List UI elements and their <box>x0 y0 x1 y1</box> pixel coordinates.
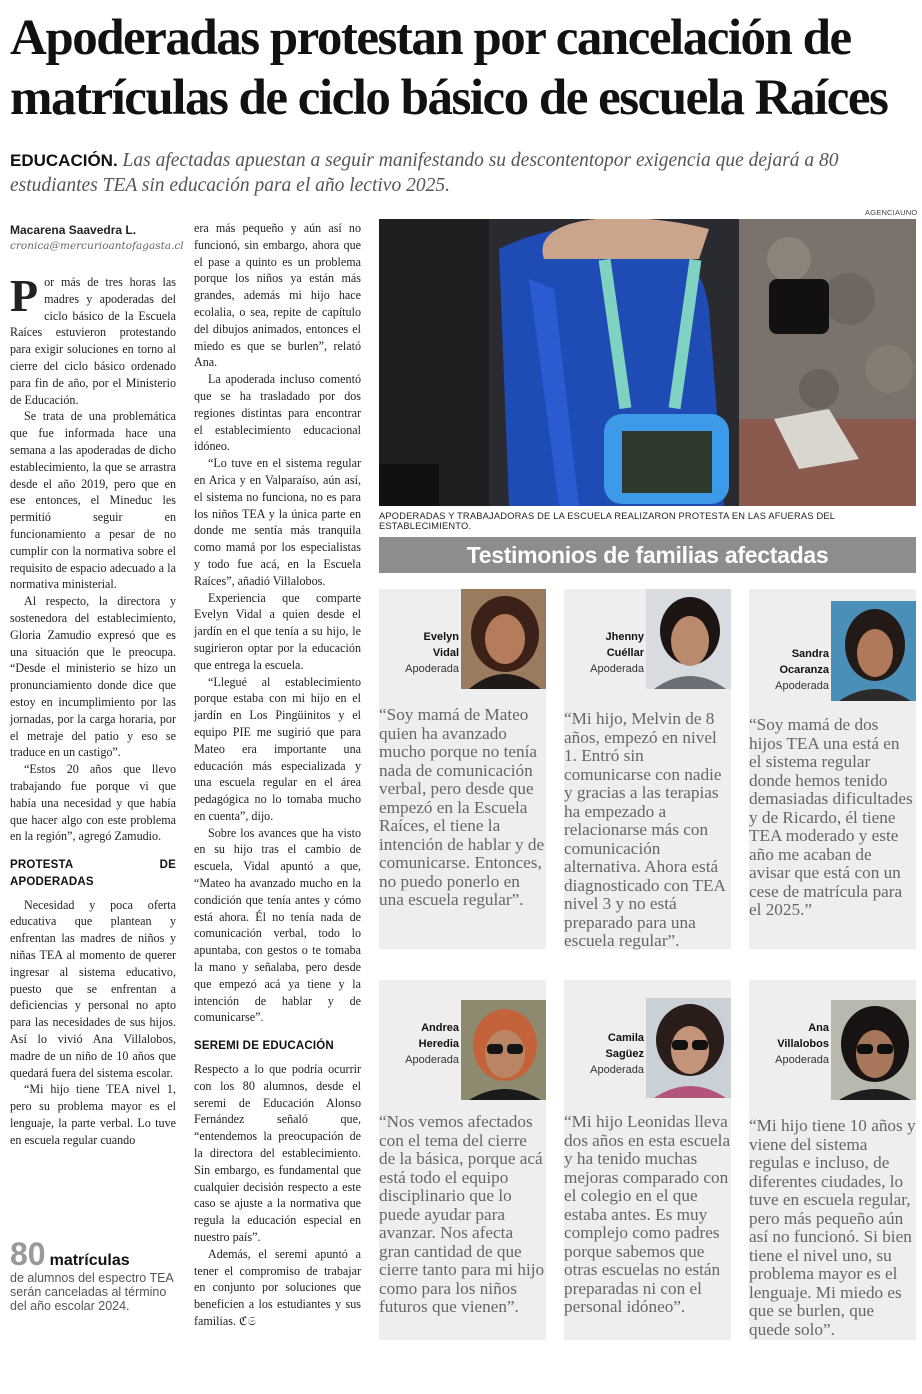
stat-description: de alumnos del espectro TEA serán canceladas al término del año escolar 2024. <box>10 1271 174 1313</box>
drop-cap: P <box>10 270 39 321</box>
testimonial-person <box>383 629 459 677</box>
testimonial-quote: “Nos vemos afectados con el tema del cierre de la básica, porque acá está todo el equipo disciplinario que lo puede ayudar para avanzar. Nos afecta gran cantidad de que cierre tanto para mi hijo como para los niños futuros que vienen”. <box>379 1112 545 1316</box>
article-column-2 <box>194 220 361 1330</box>
testimonial-quote: “Soy mamá de dos hijos TEA una está en el sistema regular donde hemos tenido demasiadas dificultades y de Ricardo, él tiene TEA moderado y este año me acaban de avisar que está con un cese de matrícula para el 2025.” <box>749 715 913 919</box>
testimonial-name: Jhenny <box>605 631 644 643</box>
body-paragraph: Sobre los avances que ha visto en su hijo tras el cambio de escuela, Vidal apuntó a que, “Mateo ha avanzado mucho en la condición que tenía antes y cómo está ahora. Él no tenía nada de comunicación verbal, todo lo apuntaba, con gestos o te tomaba la mano y señalaba, pero desde que empezó acá ya tiene y la intención de hablar y de comunicarse”. <box>194 825 361 1025</box>
testimonial-card <box>564 589 731 949</box>
body-paragraph: “Mi hijo tiene TEA nivel 1, pero su problema mayor es el lenguaje, la parte verbal. Lo tuve en escuela regular cuando <box>10 1082 176 1147</box>
portrait-photo <box>831 601 916 701</box>
stat-label: matrículas <box>49 1252 130 1269</box>
protest-photo <box>379 219 916 506</box>
testimonial-name: Camila <box>607 1032 644 1044</box>
photo-credit: AGENCIAUNO <box>865 208 918 217</box>
body-paragraph: “Estos 20 años que llevo trabajando fue porque vi que había una necesidad y que había que hacer algo con este problema en la región”, agregó Zamudio. <box>10 762 176 844</box>
body-paragraph: “Llegué al establecimiento porque estaba con mi hijo en el jardín en Los Pingüinitos y el equipo PIE me sugirió que para Mateo era importante una educación más especializada y una escuela regular en el área pedagógica no lo tomaba mucho en cuenta”, dijo. <box>194 674 361 823</box>
testimonial-name: Sandra <box>791 648 829 660</box>
body-paragraph: Necesidad y poca oferta educativa que plantean y enfrentan las madres de niños y niñas TEA al momento de querer ingresar al sistema educativo, puesto que se enfrentan a deficiencias y personal no apto para las necesidades de sus hijos. Así lo vivió Ana Villalobos, madre de un niño de 10 años que quedará fuera del sistema escolar. <box>10 897 176 1080</box>
testimonials-title: Testimonios de familias afectadas <box>379 537 916 573</box>
testimonial-name: Andrea <box>421 1022 459 1034</box>
deck <box>10 148 915 198</box>
body-paragraph: Al respecto, la directora y sostenedora del establecimiento, Gloria Zamudio expresó que es una situación que le preocupa. “Desde el ministerio se hizo un pronunciamiento donde dice que estoy en incumplimiento por las jornadas, por la carga horaria, por el metraje del patio y eso se traduce en un castigo”. <box>10 594 176 760</box>
testimonial-name: Evelyn <box>423 631 459 643</box>
testimonial-card <box>564 980 731 1340</box>
body-paragraph: era más pequeño y aún así no funcionó, sin embargo, ahora que el pase a quinto es un problema porque los niños ya están más grandes, además mi hijo hace ecolalia, o sea, repite de capítulo del dibujos animados, entonces el miedo es que se burlen”, relató Ana. <box>194 221 361 370</box>
testimonial-name: Sagüez <box>605 1048 644 1060</box>
subheading-protesta: PROTESTA DE APODERADAS <box>10 859 176 888</box>
testimonial-name: Villalobos <box>777 1038 829 1050</box>
headline: Apoderadas protestan por cancelación de matrículas de ciclo básico de escuela Raíces <box>10 10 888 126</box>
lead-paragraph: Por más de tres horas las madres y apoderadas del ciclo básico de la Escuela Raíces estuvieron protestando para exigir soluciones en torno al cierre del ciclo básico ordenado para fin de año, por el Ministerio de Educación. <box>10 270 176 407</box>
stat-number: 80 <box>10 1236 46 1272</box>
subheading-seremi: SEREMI DE EDUCACIÓN <box>194 1040 334 1053</box>
testimonial-name: Vidal <box>432 647 459 659</box>
testimonial-quote: “Mi hijo, Melvin de 8 años, empezó en nivel 1. Entró sin comunicarse con nadie y gracias a las terapias ha empezado a relacionarse más con comunicación alternativa. Ahora está diagnosticado con TEA nivel 3 y no está preparado para una escuela regular”. <box>564 709 726 950</box>
testimonial-role: Apoderada <box>590 1064 644 1076</box>
testimonial-card <box>379 980 546 1340</box>
portrait-photo <box>646 589 731 689</box>
testimonial-quote: “Soy mamá de Mateo quien ha avanzado mucho porque no tenía nada de comunicación verbal, pero desde que empezó en la Escuela Raíces, el tiene la intención de hablar y de comunicarse. Entonces, no puedo ponerlo en una escuela regular”. <box>379 705 545 909</box>
testimonial-role: Apoderada <box>590 663 644 675</box>
testimonial-role: Apoderada <box>775 680 829 692</box>
section-label: EDUCACIÓN. <box>10 151 118 170</box>
testimonial-role: Apoderada <box>775 1054 829 1066</box>
testimonial-card <box>379 589 546 949</box>
body-paragraph: Experiencia que comparte Evelyn Vidal a quien desde el jardín en el que tenía a su hijo, le sugirieron optar por la educación que entrega la escuela. <box>194 590 361 672</box>
testimonial-name: Heredia <box>418 1038 459 1050</box>
testimonial-card <box>749 589 916 949</box>
end-mark: ℭ𝔖 <box>239 1314 257 1328</box>
author-byline: Macarena Saavedra L. <box>10 223 137 237</box>
testimonial-quote: “Mi hijo tiene 10 años y viene del sistema regulas e incluso, de diferentes ciudades, lo tuve en escuela regular, pero más pequeño aún así no funcionó. Si bien tiene el nivel uno, su problema mayor es el lenguaje. Mi miedo es que se burlen, que quede solo”. <box>749 1116 916 1339</box>
testimonial-person <box>383 1020 459 1068</box>
testimonial-card <box>749 980 916 1340</box>
author-email[interactable]: cronica@mercurioantofagasta.cl <box>10 240 184 252</box>
portrait-photo <box>831 1000 916 1100</box>
portrait-photo <box>646 998 731 1098</box>
article-column-1 <box>10 270 176 1149</box>
testimonial-quote: “Mi hijo Leonidas lleva dos años en esta escuela y ha tenido muchas mejoras comparado con el colegio en el que estaba antes. Es muy complejo como padres porque sabemos que otras escuelas no están preparadas ni con el personal idóneo”. <box>564 1112 731 1316</box>
testimonial-person <box>568 1030 644 1078</box>
testimonial-name: Cuéllar <box>606 647 644 659</box>
stat-box <box>10 1236 180 1313</box>
body-paragraph: La apoderada incluso comentó que se ha trasladado por dos regiones distintas para encontrar el establecimiento educacional idóneo. <box>194 372 361 454</box>
body-paragraph: “Lo tuve en el sistema regular en Arica y en Valparaíso, aún así, el sistema no funciona, no es para los niños TEA y la única parte en donde me sentía más tranquila como mamá por los especialistas y todo fue acá, en la Escuela Raíces”, añadió Villalobos. <box>194 456 361 588</box>
testimonial-person <box>753 646 829 694</box>
testimonial-role: Apoderada <box>405 1054 459 1066</box>
body-paragraph: Además, el seremi apuntó a tener el compromiso de trabajar en conjunto por soluciones que beneficien a los estudiantes y sus familias. ℭ𝔖 <box>194 1246 361 1328</box>
portrait-photo <box>461 589 546 689</box>
portrait-photo <box>461 1000 546 1100</box>
testimonial-person <box>753 1020 829 1068</box>
testimonial-name: Ana <box>808 1022 829 1034</box>
testimonial-name: Ocaranza <box>779 664 829 676</box>
photo-caption: APODERADAS Y TRABAJADORAS DE LA ESCUELA REALIZARON PROTESTA EN LAS AFUERAS DEL ESTABLECIMIENTO. <box>379 511 835 531</box>
testimonial-person <box>568 629 644 677</box>
body-paragraph: Se trata de una problemática que fue informada hace una semana a las apoderadas de dicho establecimiento, la que se arrastra desde el año 2019, pero que en ese entonces, el Mineduc les permitió seguir en funcionamiento a pesar de no cumplir con la normativa sobre el requisito de espacio adecuado a la normativa ministerial. <box>10 409 176 592</box>
body-paragraph: Respecto a lo que podría ocurrir con los 80 alumnos, desde el seremi de Educación Alonso Fernández señaló que, “entendemos la preocupación de la directora del establecimiento. Sin embargo, es fundamental que cualquier decisión respecto a este caso se ajuste a la normativa que regula la educación especial en nuestro país”. <box>194 1062 361 1245</box>
deck-text: Las afectadas apuestan a seguir manifestando su descontentopor exigencia que dejará a 80 estudiantes TEA sin educación para el año lectivo 2025. <box>10 150 839 196</box>
testimonial-role: Apoderada <box>405 663 459 675</box>
